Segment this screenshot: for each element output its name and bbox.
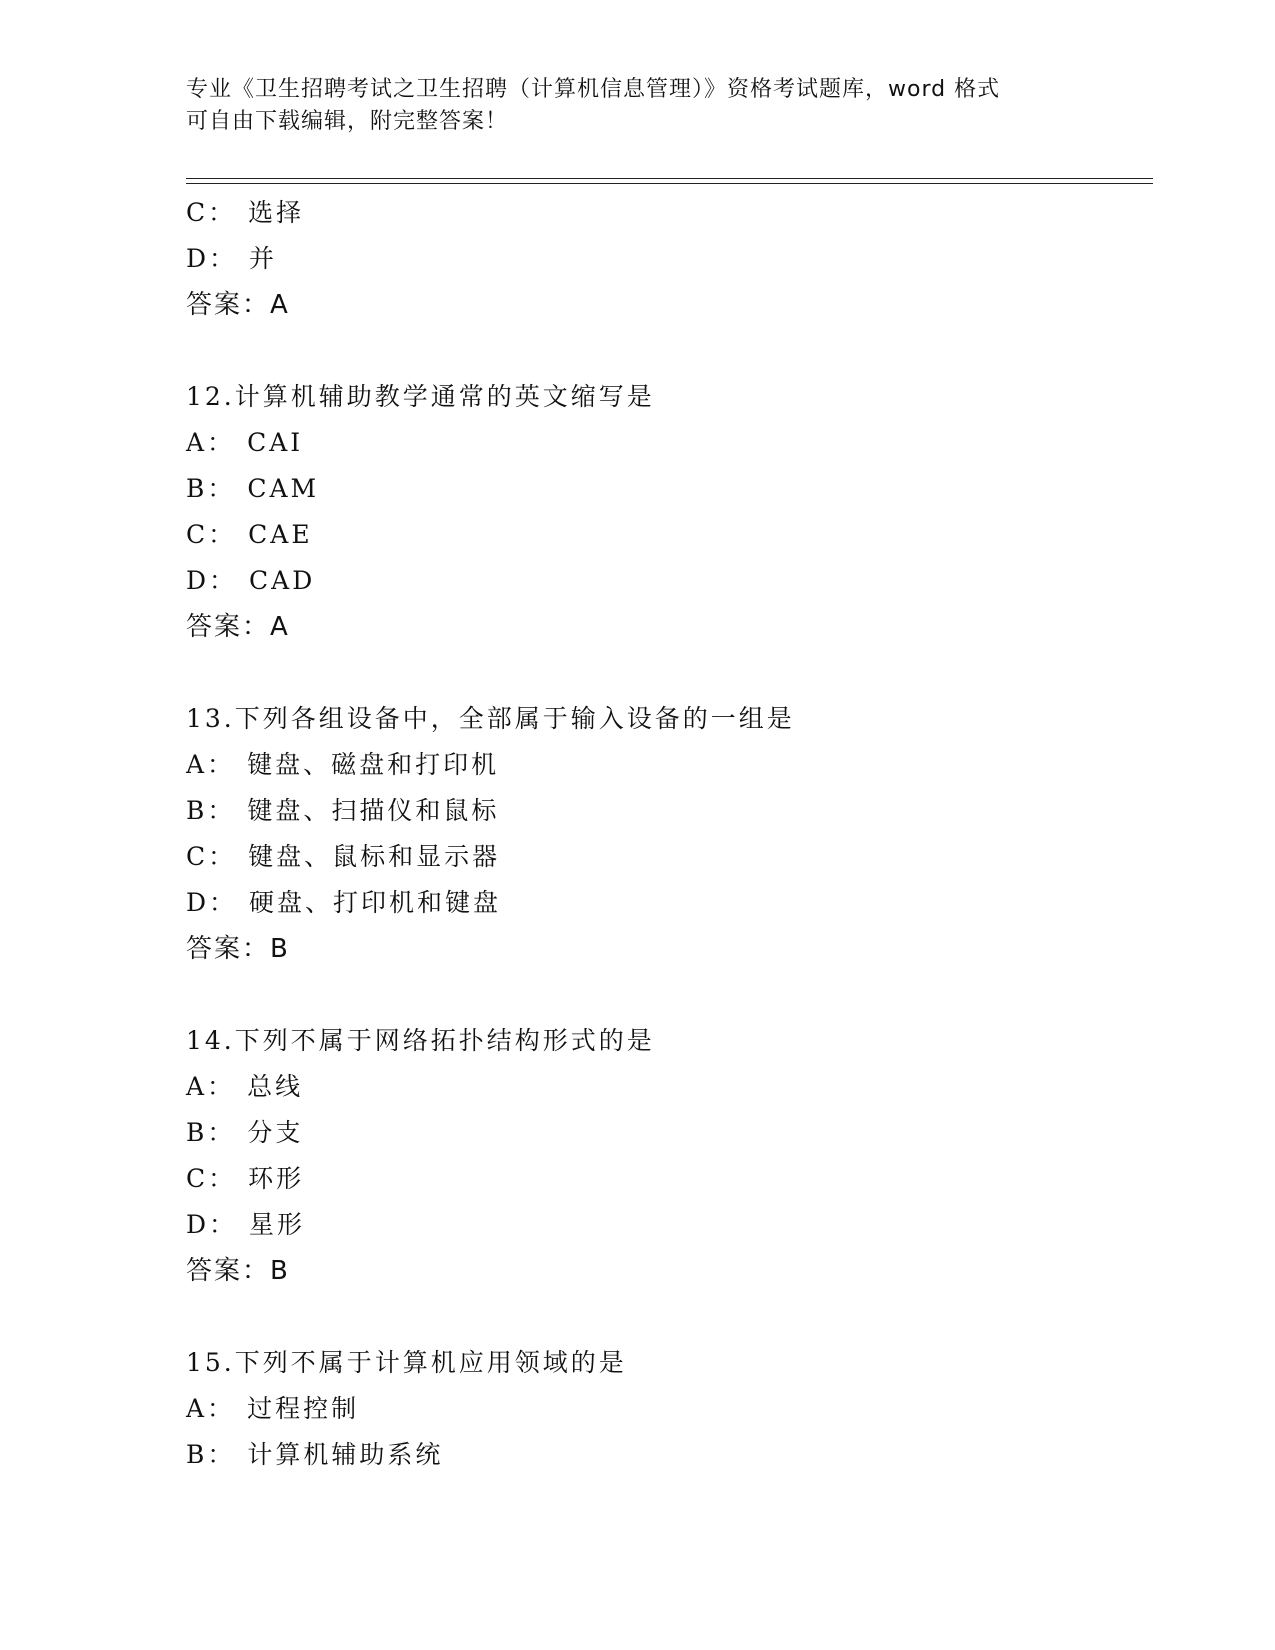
option-label: B： [186,1118,236,1147]
option-row [186,1110,1146,1156]
option-label: B： [186,1440,236,1469]
question-14 [186,1018,1146,1294]
option-label: A： [186,1072,236,1101]
option-row [186,420,1146,466]
option-label: D： [186,1210,238,1239]
option-row [186,834,1146,880]
question-stem: 12.计算机辅助教学通常的英文缩写是 [186,382,655,411]
option-row [186,788,1146,834]
answer-line: 答案：B [186,1256,290,1286]
option-label: B： [186,474,236,503]
spacer [186,650,1146,696]
option-label: C： [186,1164,237,1193]
question-12 [186,374,1146,650]
option-row [186,1202,1146,1248]
option-label: A： [186,750,236,779]
option-row [186,880,1146,926]
spacer [186,1294,1146,1340]
option-label: A： [186,428,236,457]
question-list [186,190,1146,1478]
option-row [186,190,1146,236]
option-text: 星形 [249,1210,306,1239]
header-line-2: 可自由下载编辑，附完整答案！ [186,109,509,134]
question-stem: 14.下列不属于网络拓扑结构形式的是 [186,1026,655,1055]
option-label: C： [186,842,237,871]
option-text: 总线 [247,1072,304,1101]
option-row [186,466,1146,512]
option-row [186,742,1146,788]
option-text: 键盘、鼠标和显示器 [248,842,501,871]
option-text: 键盘、磁盘和打印机 [247,750,500,779]
option-row [186,558,1146,604]
answer-line: 答案：B [186,934,290,964]
option-text: CAD [249,566,316,595]
document-header [186,74,1086,138]
header-line-1: 专业《卫生招聘考试之卫生招聘（计算机信息管理）》资格考试题库，word 格式 [186,77,1001,102]
option-label: D： [186,566,238,595]
option-text: 键盘、扫描仪和鼠标 [247,796,500,825]
option-text: 计算机辅助系统 [247,1440,444,1469]
option-row [186,1386,1146,1432]
spacer [186,328,1146,374]
option-row [186,1432,1146,1478]
header-divider-bottom [186,183,1153,184]
option-text: 硬盘、打印机和键盘 [249,888,502,917]
answer-line: 答案：A [186,290,290,320]
option-label: C： [186,520,237,549]
question-15 [186,1340,1146,1478]
option-label: D： [186,244,238,273]
option-text: CAM [247,474,320,503]
question-stem: 13.下列各组设备中，全部属于输入设备的一组是 [186,704,795,733]
option-text: 并 [249,244,278,273]
option-text: CAE [248,520,313,549]
option-row [186,1156,1146,1202]
option-text: 过程控制 [247,1394,360,1423]
option-text: CAI [247,428,304,457]
option-row [186,1064,1146,1110]
option-label: D： [186,888,238,917]
question-11-continued [186,190,1146,328]
question-13 [186,696,1146,972]
option-text: 选择 [248,198,305,227]
option-label: A： [186,1394,236,1423]
option-row [186,512,1146,558]
answer-line: 答案：A [186,612,290,642]
question-stem: 15.下列不属于计算机应用领域的是 [186,1348,627,1377]
option-row [186,236,1146,282]
header-divider-top [186,178,1153,179]
option-text: 环形 [248,1164,305,1193]
spacer [186,972,1146,1018]
option-label: C： [186,198,237,227]
option-text: 分支 [247,1118,304,1147]
option-label: B： [186,796,236,825]
